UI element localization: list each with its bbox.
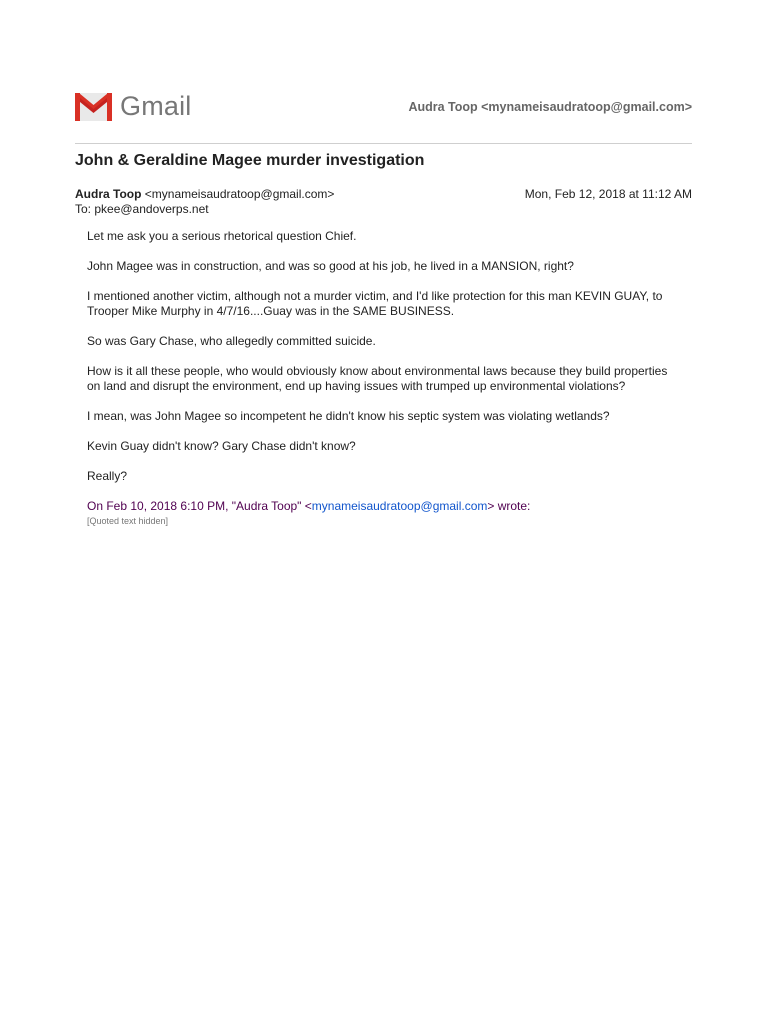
account-identity: Audra Toop <mynameisaudratoop@gmail.com> <box>408 100 692 114</box>
body-paragraph: Kevin Guay didn't know? Gary Chase didn't know? <box>87 439 356 453</box>
quote-attribution <box>87 499 672 514</box>
sender-email: <mynameisaudratoop@gmail.com> <box>144 187 335 201</box>
gmail-logo <box>75 91 192 122</box>
sender-line <box>75 187 692 201</box>
recipient-line: To: pkee@andoverps.net <box>75 202 209 216</box>
quote-email-link[interactable]: mynameisaudratoop@gmail.com <box>311 499 488 513</box>
body-paragraph: I mean, was John Magee so incompetent he didn't know his septic system was violating wetlands? <box>87 409 610 423</box>
sender-name: Audra Toop <box>75 187 142 201</box>
body-paragraph: Really? <box>87 469 128 483</box>
body-paragraph: So was Gary Chase, who allegedly committed suicide. <box>87 334 376 348</box>
sent-date: Mon, Feb 12, 2018 at 11:12 AM <box>524 187 692 201</box>
email-printout <box>75 0 692 526</box>
body-paragraph: John Magee was in construction, and was so good at his job, he lived in a MANSION, right? <box>87 259 574 273</box>
body-paragraph: I mentioned another victim, although not a murder victim, and I'd like protection for this man KEVIN GUAY, to Trooper Mike Murphy in 4/7/16....Guay was in the SAME BUSINESS. <box>87 289 663 318</box>
quoted-text-hidden[interactable]: [Quoted text hidden] <box>87 516 169 526</box>
header-divider <box>75 143 692 144</box>
header <box>75 0 692 143</box>
quote-suffix: > wrote: <box>487 499 531 513</box>
body-paragraph: Let me ask you a serious rhetorical question Chief. <box>87 229 357 243</box>
email-body <box>87 229 672 527</box>
gmail-logo-text: Gmail <box>120 91 192 121</box>
body-paragraph: How is it all these people, who would obviously know about environmental laws because they build properties on land and disrupt the environment, end up having issues with trumped up environmental violations? <box>87 364 668 393</box>
email-subject: John & Geraldine Magee murder investigation <box>75 152 425 169</box>
quote-prefix: On Feb 10, 2018 6:10 PM, "Audra Toop" < <box>87 499 312 513</box>
gmail-envelope-icon <box>75 93 112 121</box>
